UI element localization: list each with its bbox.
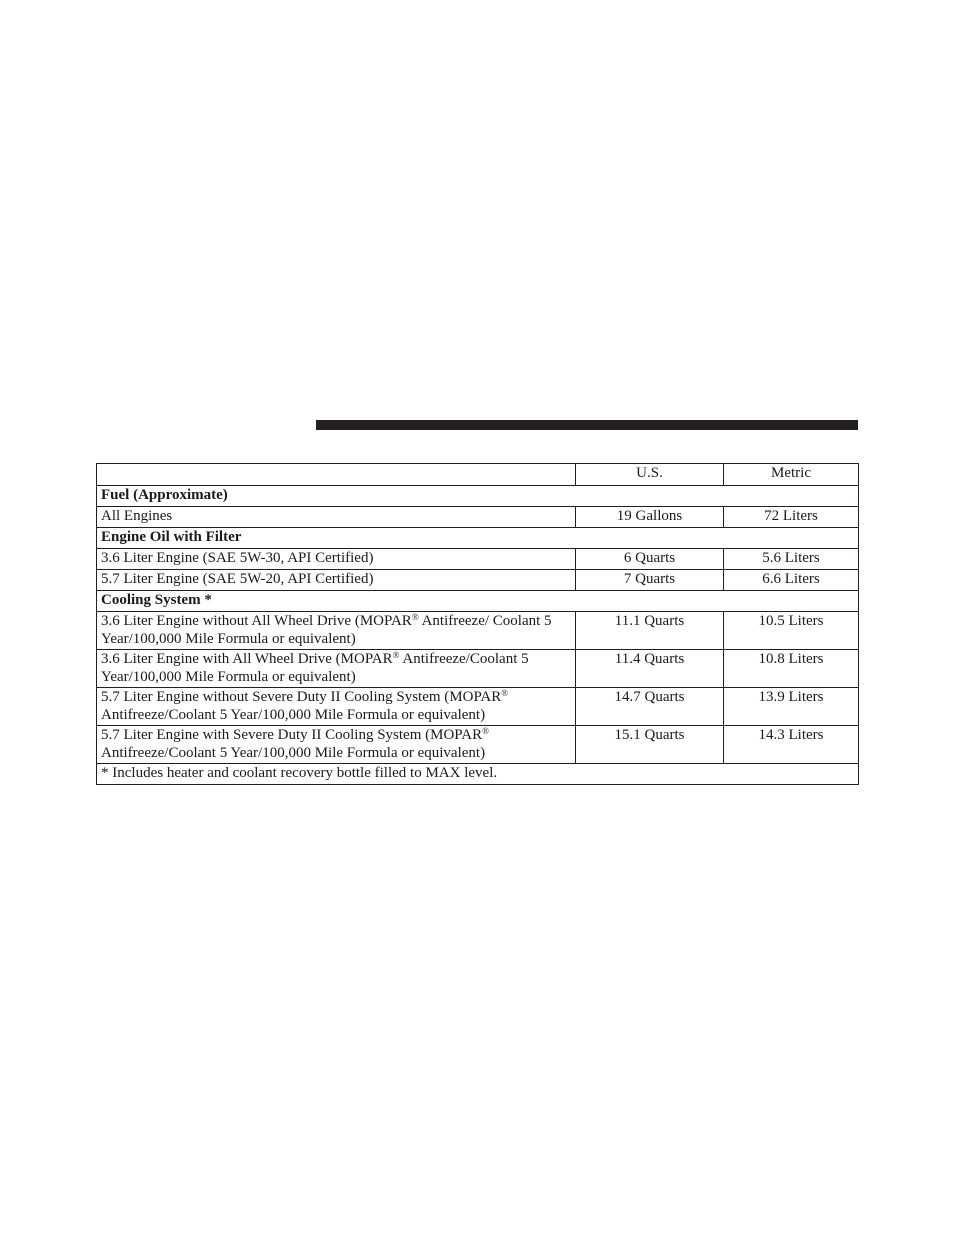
row-label-part-b: Antifreeze/Coolant 5 Year/100,000 Mile Formula or equivalent): [101, 744, 486, 761]
metric-value: 14.3 Liters: [724, 726, 859, 764]
us-value: 11.1 Quarts: [576, 612, 724, 650]
table-row: [97, 612, 859, 650]
metric-value: 72 Liters: [724, 507, 859, 528]
table-row: [97, 688, 859, 726]
registered-mark: ®: [482, 726, 489, 736]
row-label: [97, 726, 576, 764]
row-label: All Engines: [97, 507, 576, 528]
table-row: [97, 570, 859, 591]
section-row-oil: [97, 528, 859, 549]
table-header-row: [97, 464, 859, 486]
us-value: 6 Quarts: [576, 549, 724, 570]
table-row: [97, 549, 859, 570]
row-label-part-b: Antifreeze/ Coolant 5 Year/100,000 Mile Formula or equivalent): [101, 613, 552, 647]
row-label: 5.7 Liter Engine (SAE 5W-20, API Certified): [97, 570, 576, 591]
fluid-capacities-table: [96, 463, 859, 785]
metric-value: 10.5 Liters: [724, 612, 859, 650]
registered-mark: ®: [392, 650, 400, 660]
row-label-part-a: 5.7 Liter Engine with Severe Duty II Cooling System (MOPAR: [101, 727, 483, 743]
us-value: 7 Quarts: [576, 570, 724, 591]
metric-value: 5.6 Liters: [724, 549, 859, 570]
section-header-rule: [316, 420, 858, 430]
row-label: [97, 688, 576, 726]
us-value: 11.4 Quarts: [576, 650, 724, 688]
us-column-header: U.S.: [576, 464, 724, 486]
table-row: [97, 507, 859, 528]
section-row-cooling: [97, 591, 859, 612]
us-value: 19 Gallons: [576, 507, 724, 528]
metric-value: 6.6 Liters: [724, 570, 859, 591]
us-value: 14.7 Quarts: [576, 688, 724, 726]
metric-column-header: Metric: [724, 464, 859, 486]
row-label-part-b: Antifreeze/Coolant 5 Year/100,000 Mile Formula or equivalent): [101, 651, 529, 685]
metric-value: 13.9 Liters: [724, 688, 859, 726]
section-title-fuel: Fuel (Approximate): [97, 486, 859, 507]
section-title-cooling: Cooling System *: [97, 591, 859, 612]
row-label-part-a: 3.6 Liter Engine without All Wheel Drive (MOPAR: [101, 613, 412, 629]
row-label-part-a: 5.7 Liter Engine without Severe Duty II Cooling System (MOPAR: [101, 689, 502, 705]
row-label: [97, 650, 576, 688]
metric-value: 10.8 Liters: [724, 650, 859, 688]
registered-mark: ®: [411, 612, 419, 622]
row-label: [97, 612, 576, 650]
description-column-header: [97, 464, 576, 486]
row-label-part-b: Antifreeze/Coolant 5 Year/100,000 Mile Formula or equivalent): [101, 706, 486, 723]
registered-mark: ®: [501, 688, 509, 698]
row-label-part-a: 3.6 Liter Engine with All Wheel Drive (MOPAR: [101, 651, 393, 667]
section-row-fuel: [97, 486, 859, 507]
table-footnote: * Includes heater and coolant recovery bottle filled to MAX level.: [97, 764, 859, 785]
table-row: [97, 726, 859, 764]
us-value: 15.1 Quarts: [576, 726, 724, 764]
section-title-oil: Engine Oil with Filter: [97, 528, 859, 549]
table-row: [97, 650, 859, 688]
row-label: 3.6 Liter Engine (SAE 5W-30, API Certified): [97, 549, 576, 570]
footnote-row: [97, 764, 859, 785]
